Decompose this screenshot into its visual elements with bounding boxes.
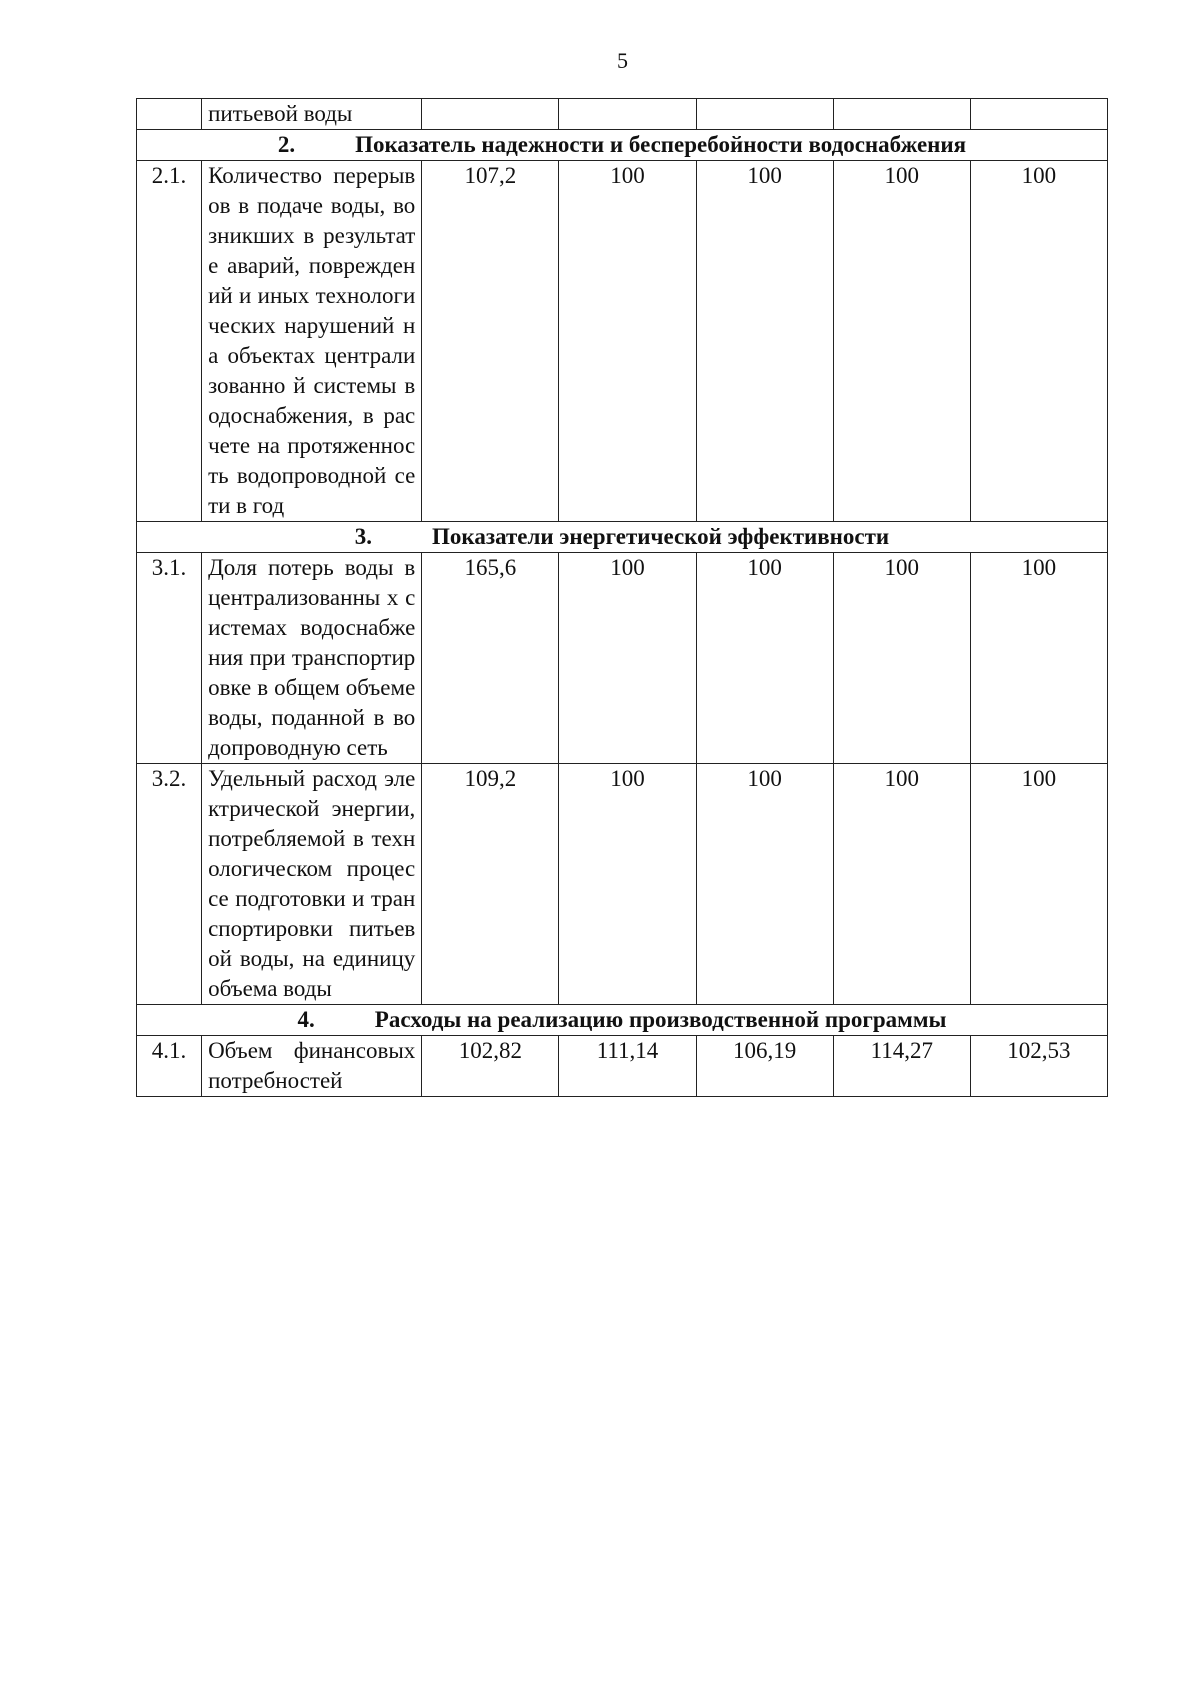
section-header-row	[137, 130, 1108, 161]
row-name-cell: Удельный расход электрической энергии, потребляемой в технологическом процессе подготовки и транспортировки питьевой воды, на единицу объема воды	[202, 764, 422, 1005]
value-cell: 111,14	[559, 1036, 696, 1097]
section-header	[137, 130, 1108, 161]
section-header	[137, 1005, 1108, 1036]
value-cell: 100	[833, 764, 970, 1005]
row-number-cell: 4.1.	[137, 1036, 202, 1097]
section-title: Показатель надежности и бесперебойности водоснабжения	[355, 132, 967, 157]
row-number-cell: 2.1.	[137, 161, 202, 522]
section-number: 4.	[297, 1007, 315, 1032]
value-cell	[559, 99, 696, 130]
section-title: Показатели энергетической эффективности	[432, 524, 890, 549]
row-number-cell: 3.1.	[137, 553, 202, 764]
page-number: 5	[617, 48, 628, 73]
table-row	[137, 99, 1108, 130]
value-cell: 100	[696, 161, 833, 522]
value-cell: 102,53	[970, 1036, 1107, 1097]
section-header-row	[137, 1005, 1108, 1036]
table-row	[137, 161, 1108, 522]
value-cell: 107,2	[422, 161, 559, 522]
value-cell: 114,27	[833, 1036, 970, 1097]
value-cell: 100	[970, 764, 1107, 1005]
section-title: Расходы на реализацию производственной программы	[374, 1007, 947, 1032]
value-cell: 100	[833, 161, 970, 522]
value-cell: 109,2	[422, 764, 559, 1005]
value-cell	[970, 99, 1107, 130]
value-cell: 100	[970, 161, 1107, 522]
value-cell	[422, 99, 559, 130]
section-number: 2.	[277, 132, 296, 157]
section-header	[137, 522, 1108, 553]
section-header-row	[137, 522, 1108, 553]
value-cell: 165,6	[422, 553, 559, 764]
value-cell: 100	[696, 764, 833, 1005]
value-cell: 102,82	[422, 1036, 559, 1097]
section-number: 3.	[354, 524, 373, 549]
row-name-cell: питьевой воды	[202, 99, 422, 130]
value-cell: 106,19	[696, 1036, 833, 1097]
row-number-cell	[137, 99, 202, 130]
value-cell: 100	[833, 553, 970, 764]
value-cell: 100	[970, 553, 1107, 764]
table-row	[137, 764, 1108, 1005]
row-name-cell: Доля потерь воды в централизованны х системах водоснабжения при транспортировке в общем объеме воды, поданной в водопроводную сеть	[202, 553, 422, 764]
value-cell	[696, 99, 833, 130]
value-cell: 100	[559, 764, 696, 1005]
value-cell: 100	[559, 161, 696, 522]
row-number-cell: 3.2.	[137, 764, 202, 1005]
table-row	[137, 553, 1108, 764]
row-name-cell: Объем финансовых потребностей	[202, 1036, 422, 1097]
indicators-table	[136, 98, 1108, 1097]
value-cell	[833, 99, 970, 130]
value-cell: 100	[559, 553, 696, 764]
table-row	[137, 1036, 1108, 1097]
value-cell: 100	[696, 553, 833, 764]
row-name-cell: Количество перерывов в подаче воды, возникших в результате аварий, повреждений и иных технологических нарушений на объектах централизованно й системы водоснабжения, в расчете на протяженность водопроводной сети в год	[202, 161, 422, 522]
